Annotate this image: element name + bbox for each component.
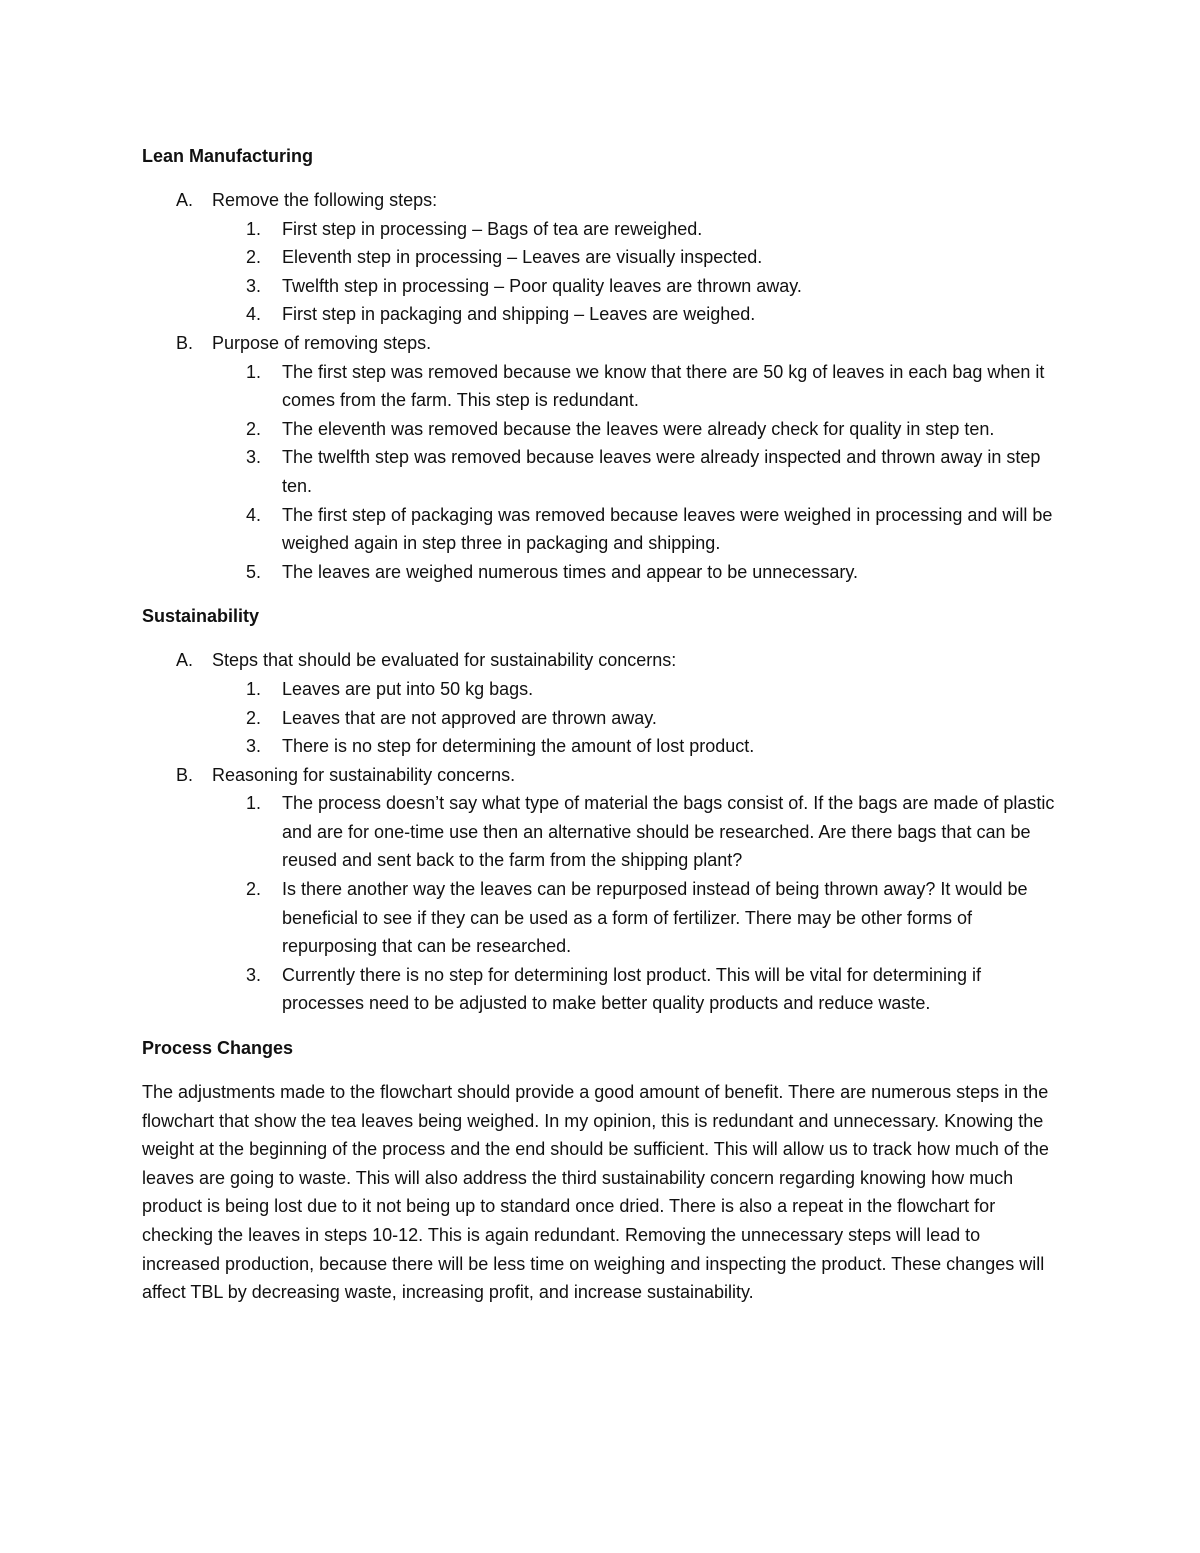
- section-sustainability: [142, 602, 1062, 1018]
- list-number: 4.: [246, 504, 262, 525]
- list-number: 3.: [246, 736, 262, 757]
- section-heading: Process Changes: [142, 1038, 294, 1059]
- body-paragraph: The adjustments made to the flowchart should provide a good amount of benefit. There are numerous steps in the flowchart that show the tea leaves being weighed. In my opinion, this is redundant and unnecessary. Knowing the weight at the beginning of the process and the end should be sufficient. This will allow us to track how much of the leaves are going to waste. This will also address the third sustainability concern regarding knowing how much product is being lost due to it not being up to standard once dried. There is also a repeat in the flowchart for checking the leaves in steps 10-12. This is again redundant. Removing the unnecessary steps will lead to increased production, because there will be less time on weighing and inspecting the product. These changes will affect TBL by decreasing waste, increasing profit, and increase sustainability.: [142, 1082, 1049, 1303]
- list-number: 1.: [246, 678, 262, 699]
- list-item: [212, 875, 1062, 961]
- outline-label: Purpose of removing steps.: [212, 332, 432, 353]
- list-item-text: The first step of packaging was removed because leaves were weighed in processing and will be weighed again in step three in packaging and shipping.: [282, 504, 1053, 554]
- list-item: [212, 501, 1062, 558]
- outline-item: [142, 186, 1062, 329]
- list-number: 2.: [246, 247, 262, 268]
- outline-list: [142, 646, 1062, 1018]
- list-item-text: Currently there is no step for determining lost product. This will be vital for determining if processes need to be adjusted to make better quality products and reduce waste.: [282, 964, 981, 1014]
- list-item: [212, 789, 1062, 875]
- outline-marker: B.: [176, 764, 194, 785]
- outline-item: [142, 646, 1062, 760]
- outline-item: [142, 761, 1062, 1018]
- list-item: [212, 961, 1062, 1018]
- list-item: [212, 300, 1062, 329]
- list-number: 5.: [246, 561, 262, 582]
- outline-label: Reasoning for sustainability concerns.: [212, 764, 516, 785]
- list-item-text: The leaves are weighed numerous times and appear to be unnecessary.: [282, 561, 859, 582]
- outline-marker: A.: [176, 650, 194, 671]
- document-page: [142, 142, 1062, 1323]
- list-number: 3.: [246, 964, 262, 985]
- list-number: 1.: [246, 793, 262, 814]
- list-item-text: Twelfth step in processing – Poor quality leaves are thrown away.: [282, 275, 802, 296]
- outline-item: [142, 329, 1062, 586]
- list-item: [212, 243, 1062, 272]
- list-number: 3.: [246, 447, 262, 468]
- list-item: [212, 358, 1062, 415]
- section-process-changes: [142, 1034, 1062, 1307]
- list-number: 2.: [246, 418, 262, 439]
- list-item: [212, 443, 1062, 500]
- outline-label: Steps that should be evaluated for sustainability concerns:: [212, 650, 677, 671]
- list-item-text: Leaves are put into 50 kg bags.: [282, 678, 534, 699]
- list-number: 4.: [246, 304, 262, 325]
- list-item: [212, 215, 1062, 244]
- list-item-text: Leaves that are not approved are thrown away.: [282, 707, 657, 728]
- list-number: 1.: [246, 218, 262, 239]
- list-item: [212, 558, 1062, 587]
- list-item: [212, 732, 1062, 761]
- outline-marker: A.: [176, 190, 194, 210]
- list-item-text: Eleventh step in processing – Leaves are visually inspected.: [282, 247, 763, 268]
- list-item-text: The twelfth step was removed because leaves were already inspected and thrown away in step ten.: [282, 447, 1041, 496]
- list-item-text: The eleventh was removed because the leaves were already check for quality in step ten.: [282, 418, 995, 439]
- list-item-text: First step in processing – Bags of tea are reweighed.: [282, 218, 703, 239]
- outline-marker: B.: [176, 332, 194, 353]
- section-heading: Lean Manufacturing: [142, 146, 314, 166]
- section-heading: Sustainability: [142, 606, 260, 627]
- outline-label: Remove the following steps:: [212, 190, 438, 210]
- numbered-list: [212, 789, 1062, 1018]
- list-item: [212, 415, 1062, 444]
- list-item-text: There is no step for determining the amount of lost product.: [282, 736, 755, 757]
- numbered-list: [212, 358, 1062, 587]
- list-item-text: Is there another way the leaves can be repurposed instead of being thrown away? It would be beneficial to see if they can be used as a form of fertilizer. There may be other forms of repurposing that can be researched.: [282, 879, 1028, 957]
- outline-list: [142, 186, 1062, 586]
- list-number: 3.: [246, 275, 262, 296]
- list-item: [212, 675, 1062, 704]
- list-number: 1.: [246, 361, 262, 382]
- list-item-text: The first step was removed because we know that there are 50 kg of leaves in each bag when it comes from the farm. This step is redundant.: [282, 361, 1045, 411]
- list-item: [212, 272, 1062, 301]
- numbered-list: [212, 215, 1062, 329]
- section-lean-manufacturing: [142, 142, 1062, 586]
- list-item-text: First step in packaging and shipping – Leaves are weighed.: [282, 304, 756, 325]
- list-number: 2.: [246, 879, 262, 900]
- numbered-list: [212, 675, 1062, 761]
- list-item: [212, 704, 1062, 733]
- list-number: 2.: [246, 707, 262, 728]
- list-item-text: The process doesn’t say what type of material the bags consist of. If the bags are made of plastic and are for one-time use then an alternative should be researched. Are there bags that can be reused and sent back to the farm from the shipping plant?: [282, 793, 1055, 871]
